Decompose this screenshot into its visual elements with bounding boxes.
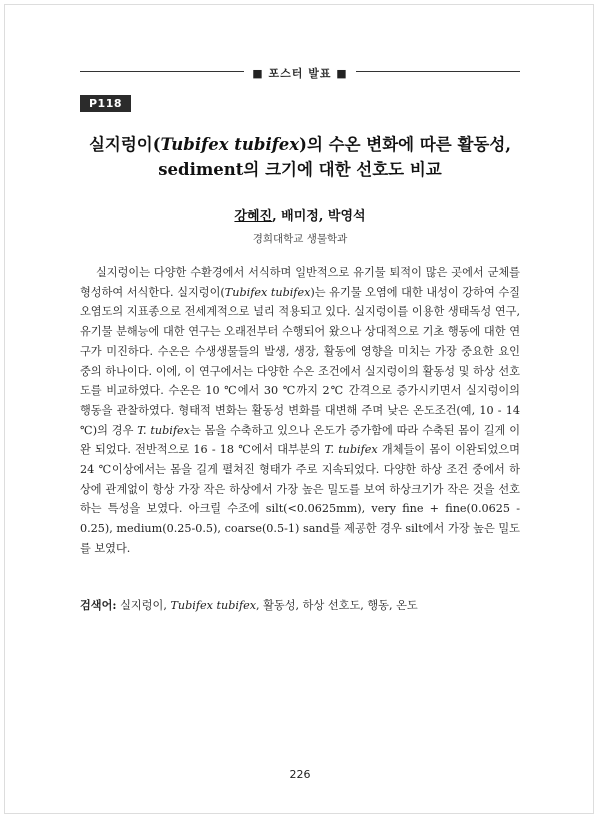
abstract-text-4: 개체들이 몸이 이완되었으며 24 ℃이상에서는 몸을 길게 펼쳐진 형태가 주로 지속되었다. 다양한 하상 조건 중에서 하상에 관계없이 항상 가장 작은 하상에서 가장 높은 밀도를 보여 하상크기가 작은 것을 선호하는 특성을 보였다. 아크릴 수조에 silt(<0.0625mm), very fine + fine(0.0625 - 0.25), medium(0.25-0.5), coarse(0.5-1) sand를 제공한 경우 silt에서 가장 높은 밀도를 보였다. <box>80 443 520 555</box>
abstract-text-3: 는 몸을 수축하고 있으나 온도가 증가함에 따라 수축된 몸이 길게 이완 되었다. 전반적으로 16 - 18 ℃에서 대부분의 <box>80 423 520 457</box>
page-number: 226 <box>289 768 311 781</box>
keywords-pre: 실지렁이, <box>116 599 171 612</box>
abstract-body <box>80 263 520 559</box>
poster-id-badge: P118 <box>80 95 131 112</box>
abstract-text-1: 실지렁이는 다양한 수환경에서 서식하며 일반적으로 유기물 퇴적이 많은 곳에서 군체를 형성하여 서식한다. 실지렁이( <box>80 266 520 299</box>
author-list <box>60 205 540 224</box>
keywords-post: , 활동성, 하상 선호도, 행동, 온도 <box>256 599 418 612</box>
title-line2: sediment의 크기에 대한 선호도 비교 <box>158 160 442 179</box>
presenting-author: 강혜진 <box>234 209 273 224</box>
keywords <box>80 596 520 615</box>
abstract-text-2: )는 유기물 오염에 대한 내성이 강하여 수질 오염도의 지표종으로 전세계적으로 널리 적용되고 있다. 실지렁이를 이용한 생태독성 연구, 유기물 분해능에 대한 연구는 오래전부터 수행되어 왔으나 상대적으로 기초 행동에 대한 연구가 미진하다. 수온은 수생생물들의 발생, 생장, 활동에 영향을 미치는 가장 중요한 요인 중의 하나이다. 이에, 이 연구에서는 다양한 수온 조건에서 실지렁이의 활동성 및 하상 선호도를 비교하였다. 수온은 10 ℃에서 30 ℃까지 2℃ 간격으로 증가시키면서 실지렁이의 행동을 관찰하였다. 형태적 변화는 활동성 변화를 대변해 주며 낮은 온도조건(예, 10 - 14 ℃)의 경우 <box>80 285 520 437</box>
section-header <box>80 62 520 81</box>
section-label: ■ 포스터 발표 ■ <box>244 65 355 81</box>
abstract-species-3: T. tubifex <box>324 443 378 457</box>
affiliation: 경희대학교 생물학과 <box>252 233 348 245</box>
abstract-species-1: Tubifex tubifex <box>224 285 311 299</box>
co-authors: , 배미정, 박영석 <box>272 209 366 224</box>
keywords-label: 검색어: <box>80 598 117 612</box>
title-line1-pre: 실지렁이( <box>88 135 161 154</box>
abstract-paragraph <box>80 263 520 559</box>
title-line1-post: )의 수온 변화에 따른 활동성, <box>299 135 512 154</box>
abstract-species-2: T. tubifex <box>137 423 190 437</box>
keywords-species: Tubifex tubifex <box>170 599 257 612</box>
title-species: Tubifex tubifex <box>160 135 300 154</box>
paper-title <box>60 132 540 182</box>
